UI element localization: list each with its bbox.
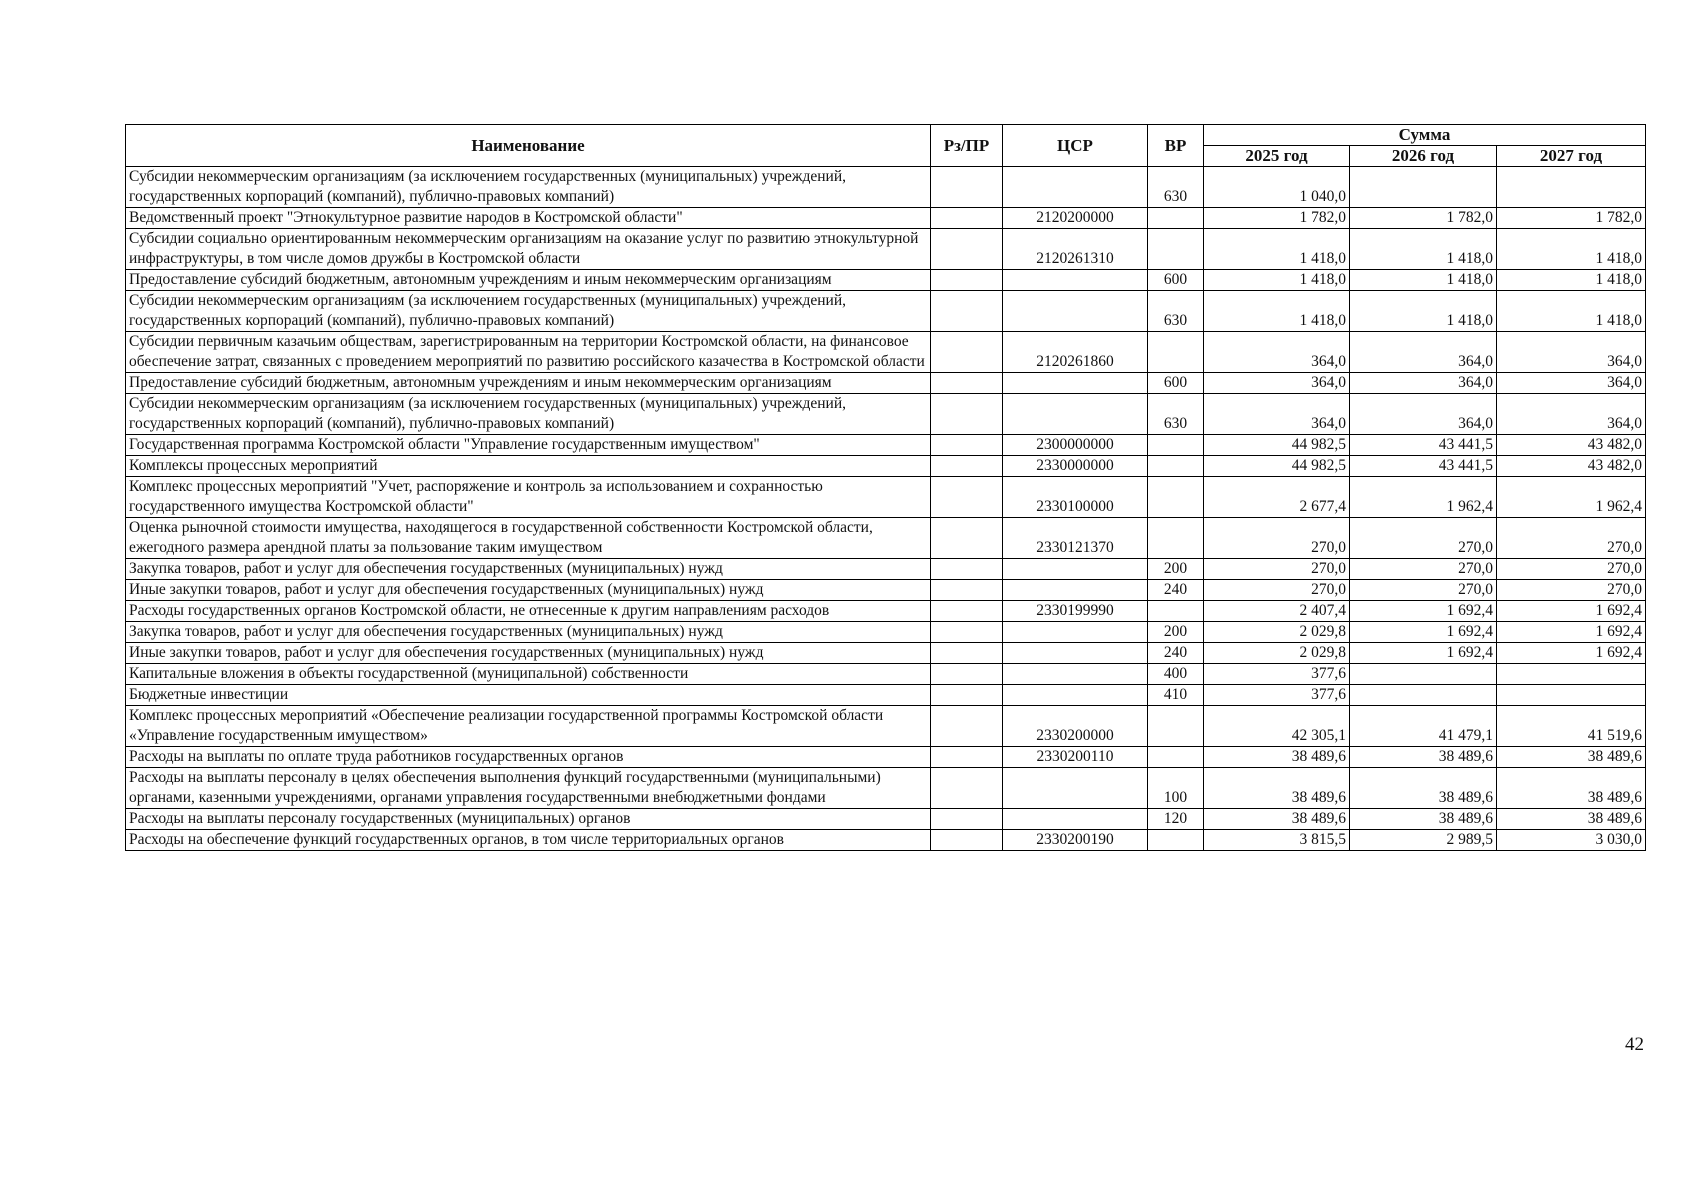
row-name: Комплексы процессных мероприятий [126, 456, 931, 477]
row-sum-2025: 38 489,6 [1204, 747, 1350, 768]
row-csr [1003, 559, 1148, 580]
row-rz-pr [931, 580, 1003, 601]
row-rz-pr [931, 601, 1003, 622]
row-vr [1148, 208, 1204, 229]
row-vr: 600 [1148, 373, 1204, 394]
table-row [126, 768, 1646, 809]
row-vr: 200 [1148, 559, 1204, 580]
row-sum-2025: 364,0 [1204, 373, 1350, 394]
row-sum-2027: 38 489,6 [1497, 768, 1646, 809]
row-sum-2027: 1 692,4 [1497, 601, 1646, 622]
row-name: Комплекс процессных мероприятий "Учет, распоряжение и контроль за использованием и сохранностью государственного имущества Костромской области" [126, 477, 931, 518]
row-name: Субсидии первичным казачьим обществам, зарегистрированным на территории Костромской области, на финансовое обеспечение затрат, связанных с проведением мероприятий по развитию российского казачества в Костромской области [126, 332, 931, 373]
row-name: Предоставление субсидий бюджетным, автономным учреждениям и иным некоммерческим организациям [126, 373, 931, 394]
row-name: Оценка рыночной стоимости имущества, находящегося в государственной собственности Костромской области, ежегодного размера арендной платы за пользование таким имуществом [126, 518, 931, 559]
row-sum-2026: 1 418,0 [1350, 291, 1497, 332]
row-sum-2027: 270,0 [1497, 580, 1646, 601]
row-vr [1148, 706, 1204, 747]
row-name: Закупка товаров, работ и услуг для обеспечения государственных (муниципальных) нужд [126, 622, 931, 643]
row-name: Капитальные вложения в объекты государственной (муниципальной) собственности [126, 664, 931, 685]
row-vr [1148, 229, 1204, 270]
row-sum-2025: 42 305,1 [1204, 706, 1350, 747]
table-row [126, 559, 1646, 580]
row-rz-pr [931, 394, 1003, 435]
row-sum-2027: 3 030,0 [1497, 830, 1646, 851]
row-rz-pr [931, 622, 1003, 643]
table-row [126, 706, 1646, 747]
row-name: Государственная программа Костромской области "Управление государственным имуществом" [126, 435, 931, 456]
row-sum-2025: 2 029,8 [1204, 643, 1350, 664]
row-rz-pr [931, 809, 1003, 830]
row-rz-pr [931, 456, 1003, 477]
row-sum-2025: 1 418,0 [1204, 291, 1350, 332]
row-csr [1003, 373, 1148, 394]
row-sum-2027: 1 692,4 [1497, 622, 1646, 643]
row-rz-pr [931, 747, 1003, 768]
row-sum-2025: 270,0 [1204, 580, 1350, 601]
row-rz-pr [931, 559, 1003, 580]
row-name: Закупка товаров, работ и услуг для обеспечения государственных (муниципальных) нужд [126, 559, 931, 580]
row-rz-pr [931, 643, 1003, 664]
row-vr: 240 [1148, 643, 1204, 664]
table-row [126, 809, 1646, 830]
row-name: Комплекс процессных мероприятий «Обеспечение реализации государственной программы Костромской области «Управление государственным имуществом» [126, 706, 931, 747]
row-name: Субсидии социально ориентированным некоммерческим организациям на оказание услуг по развитию этнокультурной инфраструктуры, в том числе домов дружбы в Костромской области [126, 229, 931, 270]
row-csr: 2330000000 [1003, 456, 1148, 477]
table-row [126, 270, 1646, 291]
row-name: Иные закупки товаров, работ и услуг для обеспечения государственных (муниципальных) нужд [126, 580, 931, 601]
table-row [126, 477, 1646, 518]
row-csr [1003, 167, 1148, 208]
row-csr [1003, 622, 1148, 643]
row-sum-2026: 1 962,4 [1350, 477, 1497, 518]
row-sum-2027: 43 482,0 [1497, 456, 1646, 477]
table-row [126, 747, 1646, 768]
row-sum-2026: 1 692,4 [1350, 601, 1497, 622]
row-vr [1148, 518, 1204, 559]
row-rz-pr [931, 373, 1003, 394]
row-name: Расходы на выплаты по оплате труда работников государственных органов [126, 747, 931, 768]
row-csr [1003, 685, 1148, 706]
row-sum-2025: 364,0 [1204, 394, 1350, 435]
row-vr: 600 [1148, 270, 1204, 291]
row-csr: 2330121370 [1003, 518, 1148, 559]
row-csr: 2330200110 [1003, 747, 1148, 768]
row-sum-2027: 38 489,6 [1497, 747, 1646, 768]
row-sum-2027: 1 418,0 [1497, 291, 1646, 332]
row-sum-2025: 1 782,0 [1204, 208, 1350, 229]
header-csr: ЦСР [1003, 125, 1148, 167]
row-sum-2027: 364,0 [1497, 332, 1646, 373]
table-row [126, 291, 1646, 332]
row-vr: 630 [1148, 394, 1204, 435]
row-vr: 630 [1148, 167, 1204, 208]
row-sum-2026: 1 782,0 [1350, 208, 1497, 229]
row-sum-2027 [1497, 664, 1646, 685]
row-vr: 100 [1148, 768, 1204, 809]
row-sum-2026: 364,0 [1350, 332, 1497, 373]
header-year-2027: 2027 год [1497, 146, 1646, 167]
row-vr: 630 [1148, 291, 1204, 332]
row-rz-pr [931, 768, 1003, 809]
row-sum-2025: 44 982,5 [1204, 456, 1350, 477]
row-vr: 400 [1148, 664, 1204, 685]
row-csr: 2330200000 [1003, 706, 1148, 747]
row-sum-2025: 2 677,4 [1204, 477, 1350, 518]
row-name: Расходы на выплаты персоналу в целях обеспечения выполнения функций государственными (муниципальными) органами, казенными учреждениями, органами управления государственными внебюджетными фондами [126, 768, 931, 809]
row-sum-2026: 1 692,4 [1350, 643, 1497, 664]
row-name: Субсидии некоммерческим организациям (за исключением государственных (муниципальных) учреждений, государственных корпораций (компаний), публично-правовых компаний) [126, 291, 931, 332]
row-sum-2026 [1350, 685, 1497, 706]
row-rz-pr [931, 270, 1003, 291]
row-vr [1148, 747, 1204, 768]
table-row [126, 208, 1646, 229]
row-sum-2027 [1497, 167, 1646, 208]
row-rz-pr [931, 830, 1003, 851]
row-vr [1148, 830, 1204, 851]
table-row [126, 435, 1646, 456]
row-sum-2027: 1 962,4 [1497, 477, 1646, 518]
row-csr: 2120200000 [1003, 208, 1148, 229]
row-sum-2027: 1 782,0 [1497, 208, 1646, 229]
row-vr [1148, 435, 1204, 456]
row-sum-2027: 364,0 [1497, 394, 1646, 435]
table-row [126, 622, 1646, 643]
row-sum-2026: 1 418,0 [1350, 229, 1497, 270]
row-sum-2025: 270,0 [1204, 559, 1350, 580]
table-header [126, 125, 1646, 167]
row-sum-2025: 3 815,5 [1204, 830, 1350, 851]
row-sum-2026: 2 989,5 [1350, 830, 1497, 851]
table-row [126, 518, 1646, 559]
table-row [126, 394, 1646, 435]
row-sum-2026: 1 418,0 [1350, 270, 1497, 291]
row-name: Расходы государственных органов Костромской области, не отнесенные к другим направлениям расходов [126, 601, 931, 622]
row-sum-2027: 1 418,0 [1497, 229, 1646, 270]
row-sum-2026: 270,0 [1350, 559, 1497, 580]
row-sum-2027: 364,0 [1497, 373, 1646, 394]
row-rz-pr [931, 167, 1003, 208]
row-sum-2026: 43 441,5 [1350, 456, 1497, 477]
row-csr: 2120261860 [1003, 332, 1148, 373]
table-row [126, 830, 1646, 851]
row-sum-2025: 1 040,0 [1204, 167, 1350, 208]
row-vr: 240 [1148, 580, 1204, 601]
table-row [126, 229, 1646, 270]
row-sum-2026: 364,0 [1350, 373, 1497, 394]
table-row [126, 456, 1646, 477]
row-sum-2027: 270,0 [1497, 559, 1646, 580]
row-rz-pr [931, 477, 1003, 518]
row-sum-2025: 377,6 [1204, 685, 1350, 706]
row-csr [1003, 768, 1148, 809]
row-name: Субсидии некоммерческим организациям (за исключением государственных (муниципальных) учреждений, государственных корпораций (компаний), публично-правовых компаний) [126, 394, 931, 435]
header-vr: ВР [1148, 125, 1204, 167]
table-row [126, 685, 1646, 706]
table-row [126, 643, 1646, 664]
row-sum-2026: 41 479,1 [1350, 706, 1497, 747]
row-sum-2026: 38 489,6 [1350, 747, 1497, 768]
row-csr: 2330100000 [1003, 477, 1148, 518]
row-sum-2026: 38 489,6 [1350, 809, 1497, 830]
row-rz-pr [931, 664, 1003, 685]
row-csr: 2120261310 [1003, 229, 1148, 270]
row-sum-2027 [1497, 685, 1646, 706]
table-row [126, 332, 1646, 373]
row-csr [1003, 809, 1148, 830]
budget-table [125, 124, 1646, 851]
row-csr [1003, 394, 1148, 435]
row-sum-2025: 1 418,0 [1204, 270, 1350, 291]
row-name: Иные закупки товаров, работ и услуг для обеспечения государственных (муниципальных) нужд [126, 643, 931, 664]
row-csr: 2330200190 [1003, 830, 1148, 851]
row-sum-2025: 364,0 [1204, 332, 1350, 373]
row-sum-2025: 38 489,6 [1204, 768, 1350, 809]
row-sum-2027: 1 418,0 [1497, 270, 1646, 291]
header-rz-pr: Рз/ПР [931, 125, 1003, 167]
row-sum-2025: 377,6 [1204, 664, 1350, 685]
row-sum-2025: 1 418,0 [1204, 229, 1350, 270]
row-name: Ведомственный проект "Этнокультурное развитие народов в Костромской области" [126, 208, 931, 229]
row-csr [1003, 643, 1148, 664]
row-sum-2027: 38 489,6 [1497, 809, 1646, 830]
row-sum-2027: 1 692,4 [1497, 643, 1646, 664]
row-rz-pr [931, 706, 1003, 747]
table-body [126, 167, 1646, 851]
row-vr [1148, 456, 1204, 477]
row-sum-2025: 2 029,8 [1204, 622, 1350, 643]
row-vr [1148, 477, 1204, 518]
row-sum-2027: 41 519,6 [1497, 706, 1646, 747]
row-sum-2026 [1350, 664, 1497, 685]
row-vr: 200 [1148, 622, 1204, 643]
row-csr [1003, 664, 1148, 685]
table-row [126, 664, 1646, 685]
table-row [126, 167, 1646, 208]
header-year-2026: 2026 год [1350, 146, 1497, 167]
row-rz-pr [931, 291, 1003, 332]
row-sum-2027: 270,0 [1497, 518, 1646, 559]
row-sum-2027: 43 482,0 [1497, 435, 1646, 456]
row-name: Бюджетные инвестиции [126, 685, 931, 706]
row-sum-2026: 364,0 [1350, 394, 1497, 435]
row-csr: 2330199990 [1003, 601, 1148, 622]
row-sum-2025: 2 407,4 [1204, 601, 1350, 622]
row-sum-2025: 38 489,6 [1204, 809, 1350, 830]
row-csr [1003, 270, 1148, 291]
table-row [126, 580, 1646, 601]
row-vr [1148, 332, 1204, 373]
row-name: Расходы на обеспечение функций государственных органов, в том числе территориальных органов [126, 830, 931, 851]
header-sum: Сумма [1204, 125, 1646, 146]
row-sum-2026: 1 692,4 [1350, 622, 1497, 643]
header-year-2025: 2025 год [1204, 146, 1350, 167]
row-sum-2025: 44 982,5 [1204, 435, 1350, 456]
row-name: Расходы на выплаты персоналу государственных (муниципальных) органов [126, 809, 931, 830]
row-vr [1148, 601, 1204, 622]
row-name: Предоставление субсидий бюджетным, автономным учреждениям и иным некоммерческим организациям [126, 270, 931, 291]
row-rz-pr [931, 518, 1003, 559]
row-rz-pr [931, 685, 1003, 706]
header-name: Наименование [126, 125, 931, 167]
row-sum-2026 [1350, 167, 1497, 208]
row-csr [1003, 580, 1148, 601]
row-sum-2026: 43 441,5 [1350, 435, 1497, 456]
row-rz-pr [931, 208, 1003, 229]
row-csr [1003, 291, 1148, 332]
row-sum-2026: 270,0 [1350, 580, 1497, 601]
row-sum-2025: 270,0 [1204, 518, 1350, 559]
row-csr: 2300000000 [1003, 435, 1148, 456]
row-rz-pr [931, 435, 1003, 456]
page-number: 42 [1625, 1034, 1644, 1055]
row-vr: 120 [1148, 809, 1204, 830]
row-rz-pr [931, 229, 1003, 270]
table-row [126, 373, 1646, 394]
row-sum-2026: 38 489,6 [1350, 768, 1497, 809]
table-row [126, 601, 1646, 622]
row-sum-2026: 270,0 [1350, 518, 1497, 559]
row-vr: 410 [1148, 685, 1204, 706]
row-rz-pr [931, 332, 1003, 373]
row-name: Субсидии некоммерческим организациям (за исключением государственных (муниципальных) учреждений, государственных корпораций (компаний), публично-правовых компаний) [126, 167, 931, 208]
